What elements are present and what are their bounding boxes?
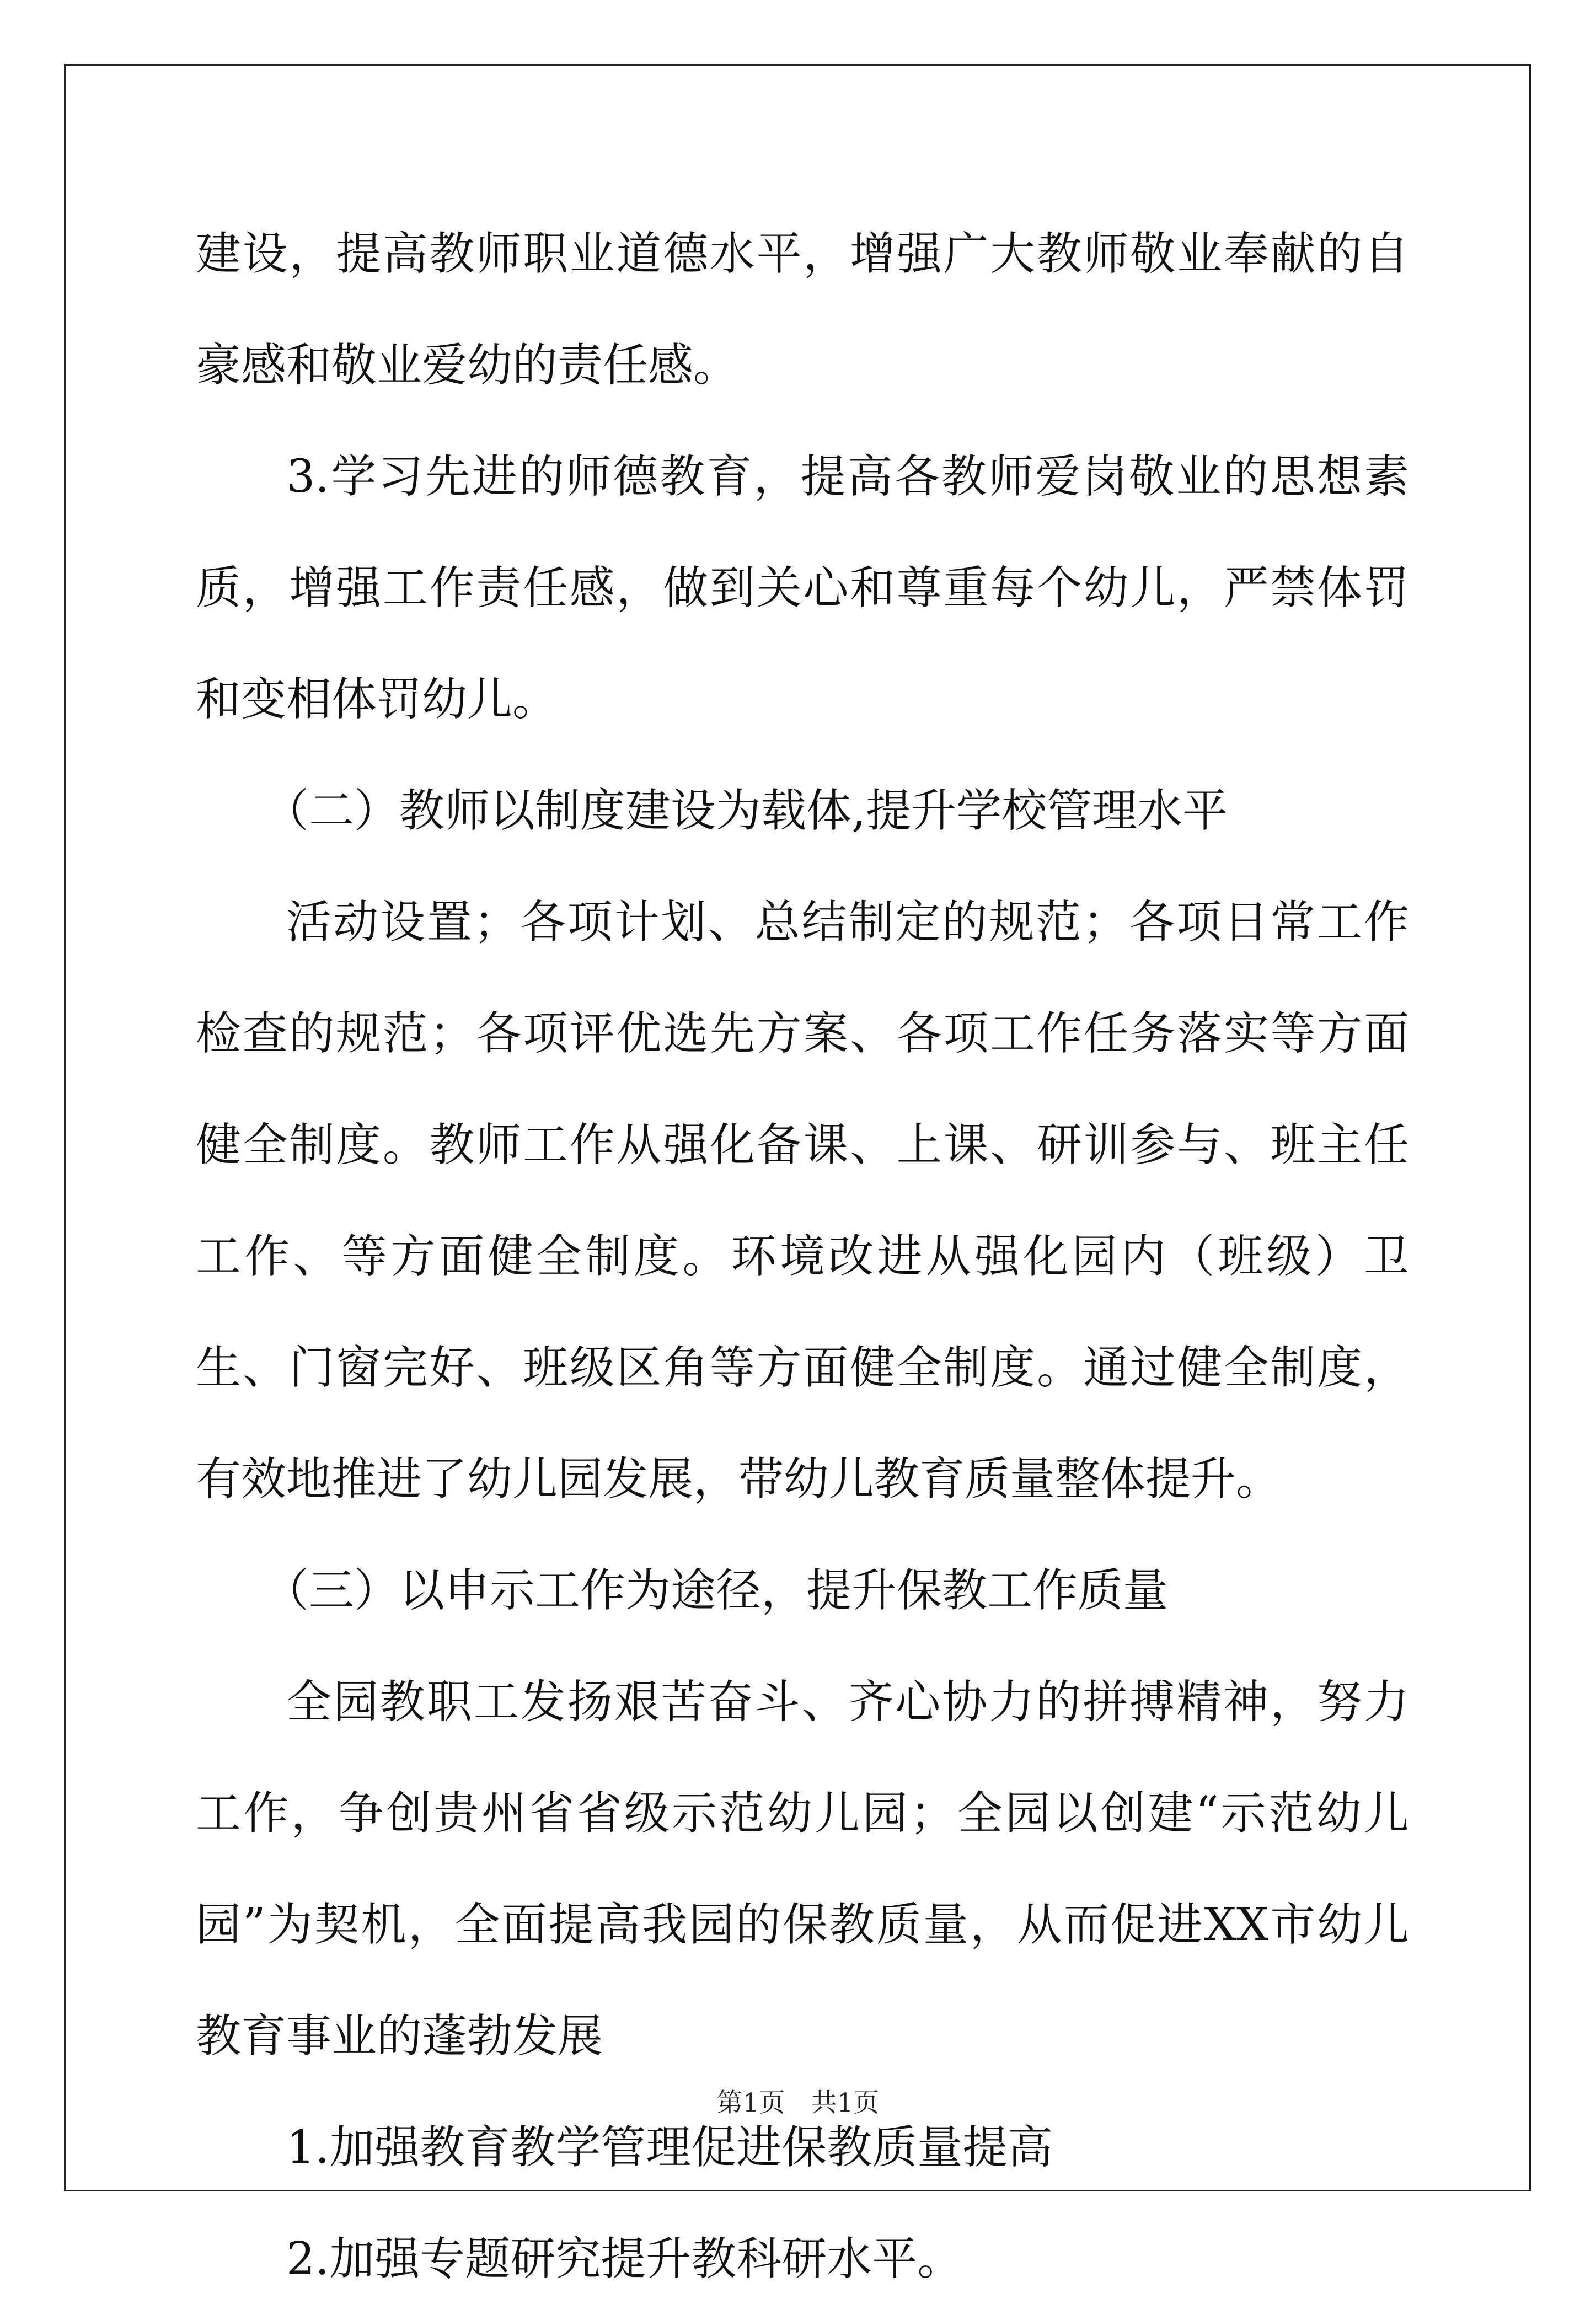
paragraph-4: 全园教职工发扬艰苦奋斗、齐心协力的拼搏精神，努力工作，争创贵州省省级示范幼儿园；全园以创建“示范幼儿园”为契机，全面提高我园的保教质量，从而促进XX市幼儿教育事业的蓬勃发展: [196, 1676, 1409, 2062]
page-total: 共1页: [811, 2088, 880, 2118]
section-heading-2: （二）教师以制度建设为载体,提升学校管理水平: [264, 785, 1228, 837]
section-heading-3: （三）以申示工作为途径，提升保教工作质量: [264, 1564, 1169, 1617]
page-number: 第1页: [716, 2088, 785, 2118]
paragraph-3: 活动设置；各项计划、总结制定的规范；各项日常工作检查的规范；各项评优选先方案、各项工作任务落实等方面健全制度。教师工作从强化备课、上课、研训参与、班主任工作、等方面健全制度。环境改进从强化园内（班级）卫生、门窗完好、班级区角等方面健全制度。通过健全制度，有效地推进了幼儿园发展，带幼儿教育质量整体提升。: [196, 896, 1409, 1505]
paragraph-2: 3.学习先进的师德教育，提高各教师爱岗敬业的思想素质，增强工作责任感，做到关心和尊重每个幼儿，严禁体罚和变相体罚幼儿。: [196, 451, 1409, 726]
document-body: [196, 199, 1409, 2315]
list-item-2: 2.加强专题研究提升教科研水平。: [286, 2233, 963, 2285]
paragraph-1: 建设，提高教师职业道德水平，增强广大教师敬业奉献的自豪感和敬业爱幼的责任感。: [196, 228, 1409, 392]
page-footer: [0, 2087, 1596, 2120]
list-item-1: 1.加强教育教学管理促进保教质量提高: [286, 2121, 1053, 2174]
